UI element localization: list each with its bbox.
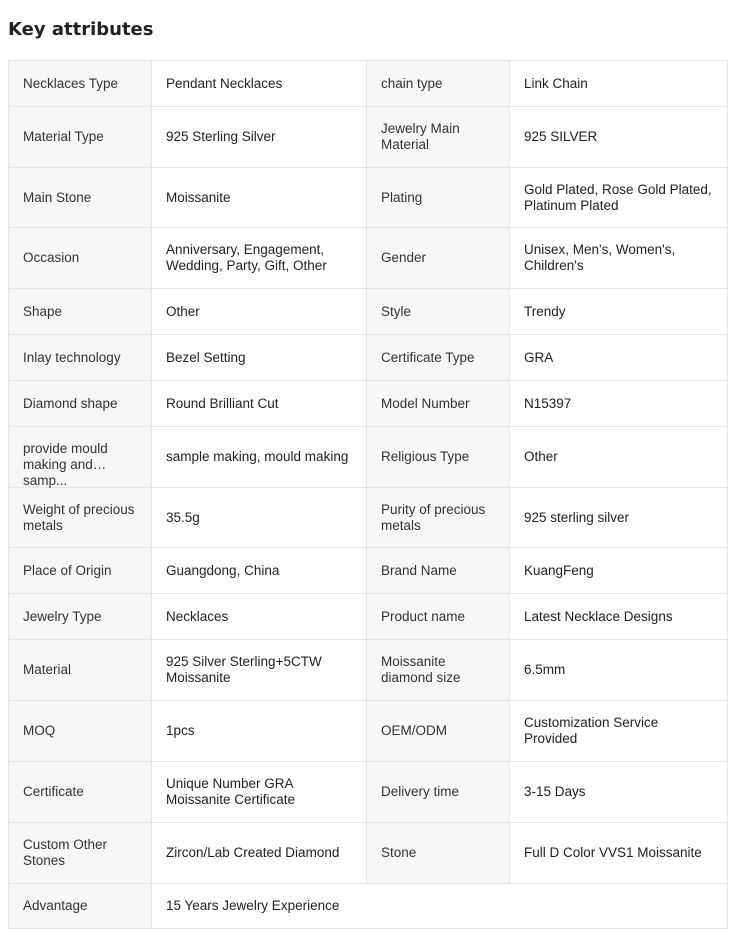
attribute-value-text: Necklaces xyxy=(166,608,229,624)
attribute-value-text: 35.5g xyxy=(166,509,200,525)
attribute-value xyxy=(510,168,728,228)
attribute-value-text: Moissanite xyxy=(166,189,231,205)
table-row xyxy=(9,335,728,381)
attribute-label xyxy=(367,289,510,335)
attribute-label xyxy=(9,823,152,884)
attribute-value xyxy=(510,548,728,594)
attribute-label-text: Jewelry Type xyxy=(23,608,102,624)
attribute-label xyxy=(9,548,152,594)
attribute-value-text: 925 sterling silver xyxy=(524,509,630,525)
attribute-value xyxy=(152,548,367,594)
attribute-value-text: Zircon/Lab Created Diamond xyxy=(166,845,340,860)
attribute-label-text: Necklaces Type xyxy=(23,75,119,91)
attribute-value-text: Round Brilliant Cut xyxy=(166,395,279,411)
attribute-value xyxy=(510,228,728,289)
attribute-value xyxy=(152,61,367,107)
attribute-value-text: GRA xyxy=(524,349,554,365)
attribute-label xyxy=(367,335,510,381)
attribute-label xyxy=(367,228,510,289)
attribute-value-text: Unisex, Men's, Women's, Children's xyxy=(524,242,676,273)
table-row xyxy=(9,488,728,548)
attribute-value xyxy=(510,762,728,823)
attribute-value-text: Full D Color VVS1 Moissanite xyxy=(524,845,702,860)
attribute-value-text: Trendy xyxy=(524,303,566,319)
attribute-value-text: 925 Silver Sterling+5CTW Moissanite xyxy=(166,654,322,685)
attribute-label xyxy=(9,335,152,381)
attribute-value-text: Gold Plated, Rose Gold Plated, Platinum Plated xyxy=(524,181,712,213)
attribute-label-text: Inlay technology xyxy=(23,349,121,365)
attribute-value xyxy=(152,701,367,762)
attribute-label xyxy=(9,640,152,701)
attribute-label-text: Plating xyxy=(381,189,423,205)
attribute-label xyxy=(9,107,152,168)
attribute-value xyxy=(510,640,728,701)
attribute-value xyxy=(510,823,728,884)
table-row xyxy=(9,168,728,228)
attribute-label-text: Weight of precious metals xyxy=(23,501,135,533)
attribute-label-text: Diamond shape xyxy=(23,395,118,411)
attribute-value-text: 925 Sterling Silver xyxy=(166,129,276,144)
attribute-label-text: Model Number xyxy=(381,395,470,411)
attribute-value-text: 1pcs xyxy=(166,723,195,738)
attribute-label-text: Style xyxy=(381,303,412,319)
attribute-value xyxy=(152,335,367,381)
attribute-label-text: Moissanite diamond size xyxy=(381,654,461,685)
attribute-value-text: sample making, mould making xyxy=(166,449,349,464)
attribute-label xyxy=(9,488,152,548)
attribute-label-text: Shape xyxy=(23,303,63,319)
table-row xyxy=(9,61,728,107)
attribute-value-text: Other xyxy=(166,303,200,319)
attribute-value xyxy=(510,701,728,762)
table-row xyxy=(9,381,728,427)
attribute-label xyxy=(9,61,152,107)
attribute-label xyxy=(9,228,152,289)
attributes-table-body xyxy=(9,61,728,929)
attribute-value-text: Other xyxy=(524,449,558,464)
attribute-value xyxy=(152,107,367,168)
attribute-label-text: MOQ xyxy=(23,723,56,738)
attribute-label-text: Material xyxy=(23,662,72,677)
attribute-value xyxy=(152,427,367,488)
attribute-label xyxy=(9,762,152,823)
attribute-value-text: Latest Necklace Designs xyxy=(524,608,673,624)
attribute-value xyxy=(152,823,367,884)
attribute-value xyxy=(152,762,367,823)
attribute-value-text: Guangdong, China xyxy=(166,562,280,578)
attribute-value-text: 15 Years Jewelry Experience xyxy=(166,898,340,913)
attribute-value xyxy=(152,488,367,548)
attribute-value xyxy=(510,61,728,107)
attribute-value-text: Link Chain xyxy=(524,75,588,91)
attribute-label xyxy=(367,427,510,488)
attribute-value-text: Anniversary, Engagement, Wedding, Party, Gift, Other xyxy=(166,242,327,273)
attribute-label xyxy=(9,427,152,488)
attribute-value-text: Customization Service Provided xyxy=(524,715,659,746)
attribute-value xyxy=(510,335,728,381)
table-row xyxy=(9,823,728,884)
attribute-label-text: chain type xyxy=(381,75,443,91)
attribute-label-text: Place of Origin xyxy=(23,562,112,578)
attribute-label xyxy=(9,289,152,335)
attribute-value-text: Bezel Setting xyxy=(166,349,246,365)
attribute-label xyxy=(9,381,152,427)
attribute-value xyxy=(152,168,367,228)
attribute-label xyxy=(367,823,510,884)
attribute-value xyxy=(152,381,367,427)
attribute-value-text: Pendant Necklaces xyxy=(166,75,283,91)
attribute-label-text: Brand Name xyxy=(381,562,457,578)
attribute-label xyxy=(9,168,152,228)
attribute-label-text: Custom Other Stones xyxy=(23,837,108,868)
attribute-label-text: Advantage xyxy=(23,898,88,913)
attribute-value xyxy=(510,488,728,548)
attribute-value-text: Unique Number GRA Moissanite Certificate xyxy=(166,776,296,807)
attribute-label xyxy=(367,488,510,548)
attribute-label xyxy=(367,381,510,427)
attribute-label-text: Gender xyxy=(381,250,427,265)
attribute-value xyxy=(510,594,728,640)
attribute-label xyxy=(9,594,152,640)
table-row xyxy=(9,884,728,929)
attribute-label-text: Stone xyxy=(381,845,417,860)
attribute-value-text: 3-15 Days xyxy=(524,784,586,799)
attribute-label xyxy=(367,701,510,762)
attribute-value xyxy=(510,381,728,427)
attribute-label-text: OEM/ODM xyxy=(381,723,447,738)
attribute-value-text: KuangFeng xyxy=(524,562,594,578)
attribute-label-text: Certificate Type xyxy=(381,349,475,365)
table-row xyxy=(9,107,728,168)
attribute-label xyxy=(367,594,510,640)
table-row xyxy=(9,427,728,488)
attribute-value xyxy=(152,884,728,929)
attribute-value xyxy=(152,594,367,640)
attribute-value xyxy=(152,640,367,701)
attribute-label-text: Religious Type xyxy=(381,449,470,464)
table-row xyxy=(9,228,728,289)
attribute-label xyxy=(367,107,510,168)
attribute-label xyxy=(9,701,152,762)
table-row xyxy=(9,594,728,640)
attribute-value-text: 6.5mm xyxy=(524,662,566,677)
attribute-value-text: 925 SILVER xyxy=(524,129,598,144)
attribute-value xyxy=(510,427,728,488)
attribute-label xyxy=(367,168,510,228)
attribute-label-text: provide mould making and samp... xyxy=(23,441,108,488)
attribute-label xyxy=(367,640,510,701)
attribute-label-text: Product name xyxy=(381,608,466,624)
attribute-value-text: N15397 xyxy=(524,395,572,411)
attribute-value xyxy=(152,228,367,289)
section-heading: Key attributes xyxy=(8,19,154,40)
table-row xyxy=(9,289,728,335)
table-row xyxy=(9,762,728,823)
attribute-label-text: Certificate xyxy=(23,784,84,799)
attribute-label-text: Main Stone xyxy=(23,189,92,205)
attribute-value xyxy=(510,107,728,168)
attribute-label xyxy=(367,762,510,823)
table-row xyxy=(9,701,728,762)
attribute-label xyxy=(367,61,510,107)
attribute-value xyxy=(510,289,728,335)
attribute-label-text: Material Type xyxy=(23,129,104,144)
attribute-label-text: Occasion xyxy=(23,250,80,265)
attributes-table xyxy=(8,60,728,929)
attribute-label-text: Purity of precious metals xyxy=(381,501,486,533)
table-row xyxy=(9,640,728,701)
attribute-label-text: Delivery time xyxy=(381,784,460,799)
attribute-label-text: Jewelry Main Material xyxy=(381,121,460,152)
attribute-value xyxy=(152,289,367,335)
table-row xyxy=(9,548,728,594)
attribute-label xyxy=(367,548,510,594)
attribute-label xyxy=(9,884,152,929)
